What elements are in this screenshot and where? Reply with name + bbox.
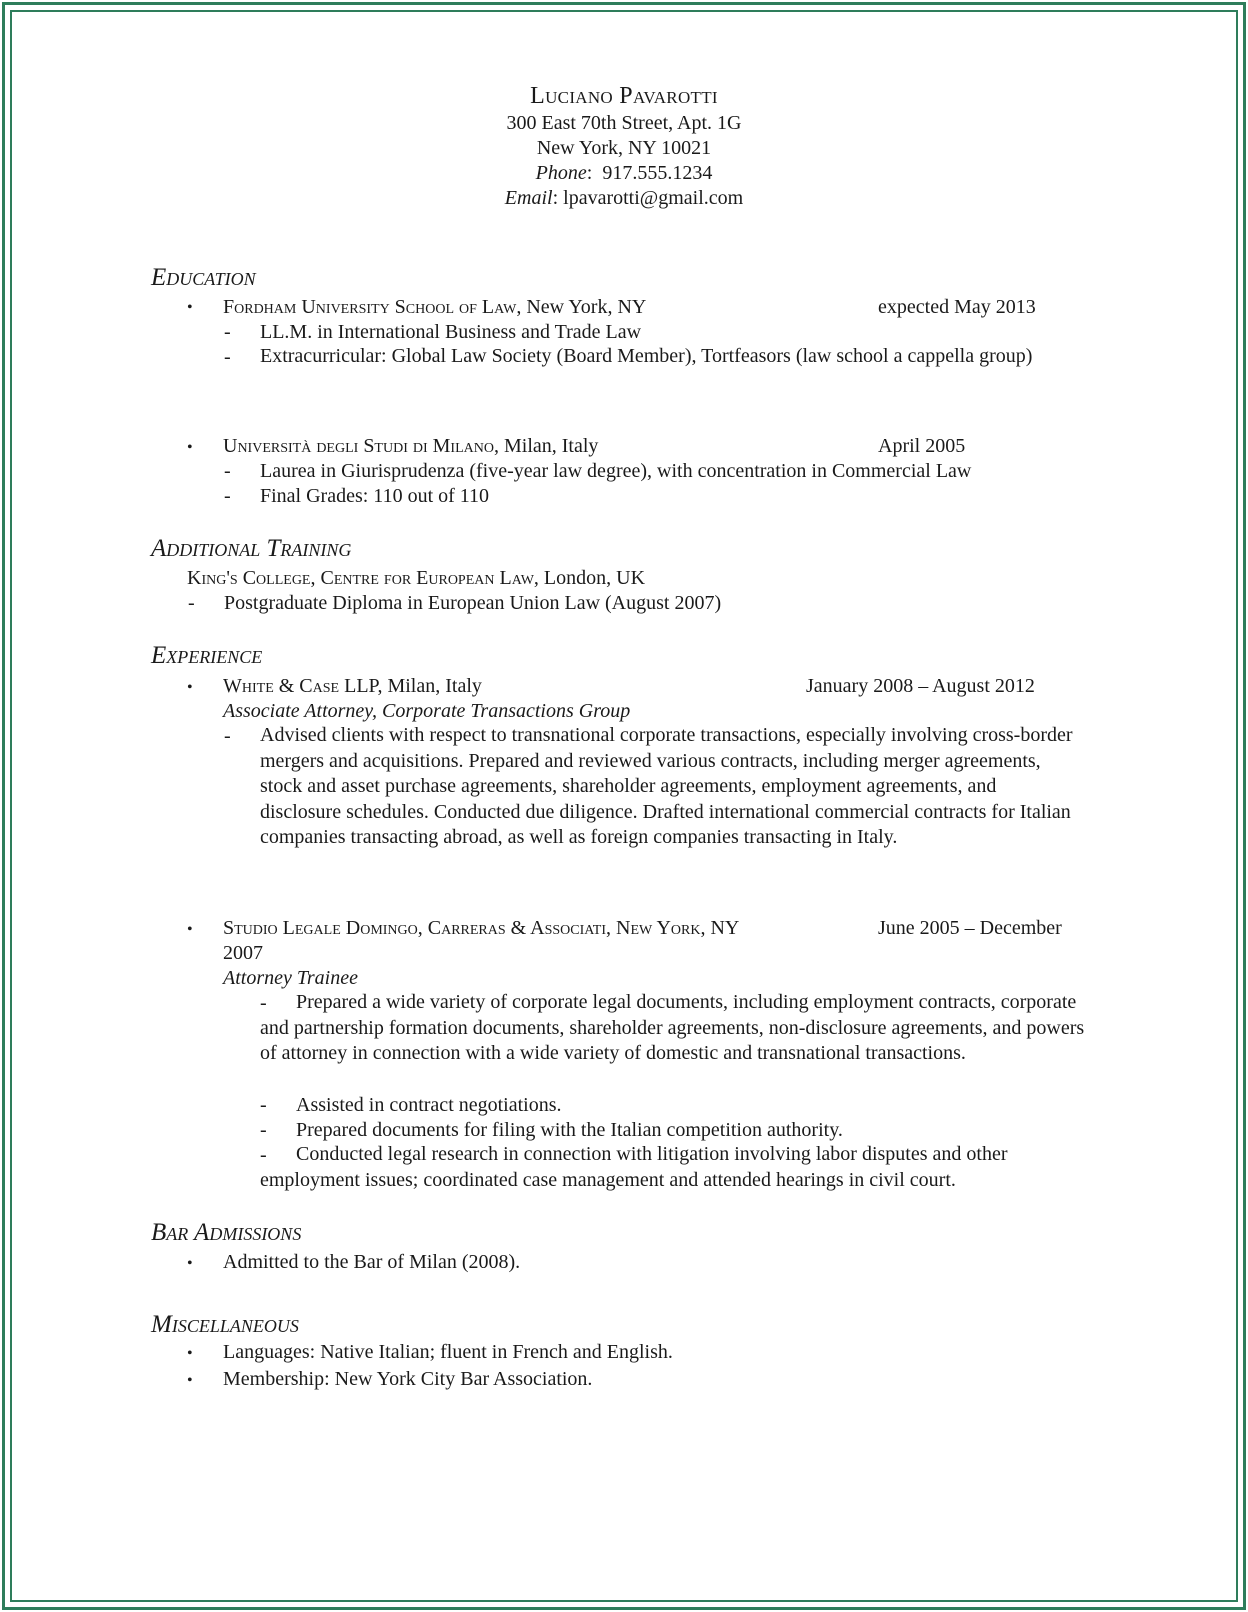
dash-icon: - bbox=[224, 725, 231, 747]
experience-detail: Assisted in contract negotiations. bbox=[296, 1094, 562, 1116]
bar-heading: Bar Admissions bbox=[151, 1219, 302, 1246]
bullet-icon: • bbox=[187, 299, 193, 316]
dash-icon: - bbox=[260, 1094, 267, 1116]
address-line-2: New York, NY 10021 bbox=[536, 137, 712, 159]
experience-employer: White & Case LLP, Milan, Italy bbox=[223, 675, 482, 697]
experience-title: Attorney Trainee bbox=[223, 967, 358, 989]
experience-employer: Studio Legale Domingo, Carreras & Associati, New York, NY bbox=[223, 917, 740, 939]
email-label: Email bbox=[504, 187, 553, 209]
training-heading: Additional Training bbox=[151, 535, 352, 562]
education-detail: Extracurricular: Global Law Society (Board Member), Tortfeasors (law school a cappella group) bbox=[260, 345, 1033, 367]
dash-icon: - bbox=[224, 485, 231, 507]
bar-item: Admitted to the Bar of Milan (2008). bbox=[223, 1251, 521, 1273]
education-entry-date: expected May 2013 bbox=[878, 296, 1036, 318]
misc-heading: Miscellaneous bbox=[151, 1311, 299, 1338]
training-institution: King's College, Centre for European Law, London, UK bbox=[187, 567, 646, 589]
phone-number: 917.555.1234 bbox=[602, 162, 713, 184]
email-address: lpavarotti@gmail.com bbox=[563, 187, 744, 209]
dash-icon: - bbox=[188, 592, 195, 614]
experience-title: Associate Attorney, Corporate Transactions Group bbox=[223, 700, 631, 722]
dash-icon: - bbox=[260, 1144, 267, 1166]
bullet-icon: • bbox=[187, 1255, 193, 1272]
dash-icon: - bbox=[260, 1119, 267, 1141]
training-detail: Postgraduate Diploma in European Union Law (August 2007) bbox=[224, 592, 722, 614]
education-entry-date: April 2005 bbox=[878, 435, 966, 457]
experience-detail: Prepared a wide variety of corporate legal documents, including employment contracts, corporate and partnership formation documents, shareholder agreements, non-disclosure agreements, and powers of attorney in connection with a wide variety of domestic and transnational transactions. bbox=[260, 991, 1085, 1064]
experience-date-continued: 2007 bbox=[223, 942, 263, 964]
experience-heading: Experience bbox=[151, 642, 263, 669]
address-line-1: 300 East 70th Street, Apt. 1G bbox=[506, 112, 742, 134]
misc-item: Languages: Native Italian; fluent in French and English. bbox=[223, 1341, 673, 1363]
phone-line: Phone: 917.555.1234 bbox=[535, 162, 713, 184]
bullet-icon: • bbox=[187, 1372, 193, 1389]
education-detail: Final Grades: 110 out of 110 bbox=[260, 485, 490, 507]
education-heading: Education bbox=[151, 264, 256, 291]
education-entry-school: Fordham University School of Law, New York, NY bbox=[223, 296, 647, 318]
bullet-icon: • bbox=[187, 921, 193, 938]
experience-date: June 2005 – December bbox=[878, 917, 1062, 939]
bullet-icon: • bbox=[187, 1345, 193, 1362]
dash-icon: - bbox=[224, 346, 231, 368]
candidate-name: Luciano Pavarotti bbox=[530, 83, 718, 109]
misc-item: Membership: New York City Bar Association. bbox=[223, 1368, 593, 1390]
education-detail: Laurea in Giurisprudenza (five-year law degree), with concentration in Commercial Law bbox=[260, 460, 972, 482]
education-detail: LL.M. in International Business and Trade Law bbox=[260, 321, 642, 343]
bullet-icon: • bbox=[187, 679, 193, 696]
email-line: Email: lpavarotti@gmail.com bbox=[504, 187, 744, 209]
experience-detail: Prepared documents for filing with the Italian competition authority. bbox=[296, 1119, 843, 1141]
dash-icon: - bbox=[260, 992, 267, 1014]
experience-detail: Advised clients with respect to transnational corporate transactions, especially involving cross-border mergers and acquisitions. Prepared and reviewed various contracts, including merger agreements, stock and asset purchase agreements, shareholder agreements, employment agreements, and disclosure schedules. Conducted due diligence. Drafted international commercial contracts for Italian companies transacting abroad, as well as foreign companies transacting in Italy. bbox=[260, 724, 1073, 848]
bullet-icon: • bbox=[187, 439, 193, 456]
experience-detail: Conducted legal research in connection with litigation involving labor disputes and other employment issues; coordinated case management and attended hearings in civil court. bbox=[260, 1143, 1008, 1191]
dash-icon: - bbox=[224, 321, 231, 343]
dash-icon: - bbox=[224, 460, 231, 482]
phone-label: Phone bbox=[535, 162, 587, 184]
experience-date: January 2008 – August 2012 bbox=[806, 675, 1035, 697]
education-entry-school: Università degli Studi di Milano, Milan, Italy bbox=[223, 435, 599, 457]
